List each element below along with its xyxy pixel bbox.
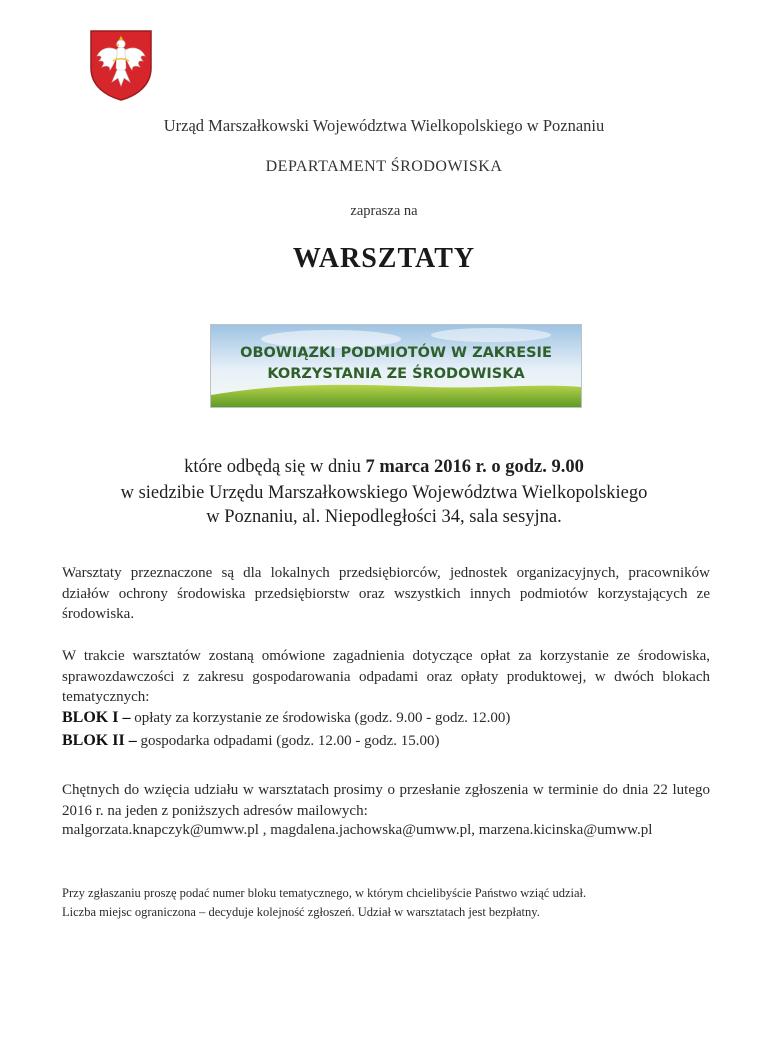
invites-text: zaprasza na xyxy=(350,203,418,219)
event-intro: które odbędą się w dniu xyxy=(184,457,366,477)
blok-1-text: opłaty za korzystanie ze środowiska (godz. 9.00 - godz. 12.00) xyxy=(130,710,511,726)
paragraph-registration: Chętnych do wzięcia udziału w warsztatach prosimy o przesłanie zgłoszenia w terminie do dnia 22 lutego 2016 r. na jeden z poniższych adresów mailowych: xyxy=(62,782,710,819)
event-venue-line-2: w Poznaniu, al. Niepodległości 34, sala sesyjna. xyxy=(206,507,562,527)
paragraph-topics: W trakcie warsztatów zostaną omówione zagadnienia dotyczące opłat za korzystanie ze środowiska, sprawozdawczości z zakresu gospodarowania odpadami oraz opłaty produktowej, w dwóch blokach tematycznych: xyxy=(62,648,710,705)
page-title: WARSZTATY xyxy=(292,243,476,274)
banner-line-1: OBOWIĄZKI PODMIOTÓW W ZAKRESIE xyxy=(240,345,552,361)
note-line-2: Liczba miejsc ograniczona – decyduje kolejność zgłoszeń. Udział w warsztatach jest bezpłatny. xyxy=(62,905,540,919)
email-addresses: malgorzata.knapczyk@umww.pl , magdalena.jachowska@umww.pl, marzena.kicinska@umww.pl xyxy=(62,822,653,838)
blok-2-text: gospodarka odpadami (godz. 12.00 - godz. 15.00) xyxy=(136,733,440,749)
event-date-time: 7 marca 2016 r. o godz. 9.00 xyxy=(365,457,584,477)
event-venue-line-1: w siedzibie Urzędu Marszałkowskiego Województwa Wielkopolskiego xyxy=(120,483,648,503)
banner-line-2: KORZYSTANIA ZE ŚRODOWISKA xyxy=(267,366,525,382)
banner-title xyxy=(211,343,581,385)
event-date-line xyxy=(0,455,768,479)
poznan-eagle-crest-icon xyxy=(88,28,154,102)
department-name: DEPARTAMENT ŚRODOWISKA xyxy=(265,158,503,175)
note-line-1: Przy zgłaszaniu proszę podać numer bloku tematycznego, w którym chcielibyście Państwo wziąć udział. xyxy=(62,886,587,900)
blok-2 xyxy=(62,732,440,750)
topic-banner xyxy=(210,324,582,408)
organization-name: Urząd Marszałkowski Województwa Wielkopolskiego w Poznaniu xyxy=(163,116,605,135)
blok-2-label: BLOK II – xyxy=(62,732,137,749)
paragraph-audience: Warsztaty przeznaczone są dla lokalnych przedsiębiorców, jednostek organizacyjnych, pracowników działów ochrony środowiska przedsiębiorstw oraz wszystkich innych podmiotów korzystających ze środowiska. xyxy=(62,565,710,622)
blok-1-label: BLOK I – xyxy=(62,709,131,726)
blok-1 xyxy=(62,709,510,727)
